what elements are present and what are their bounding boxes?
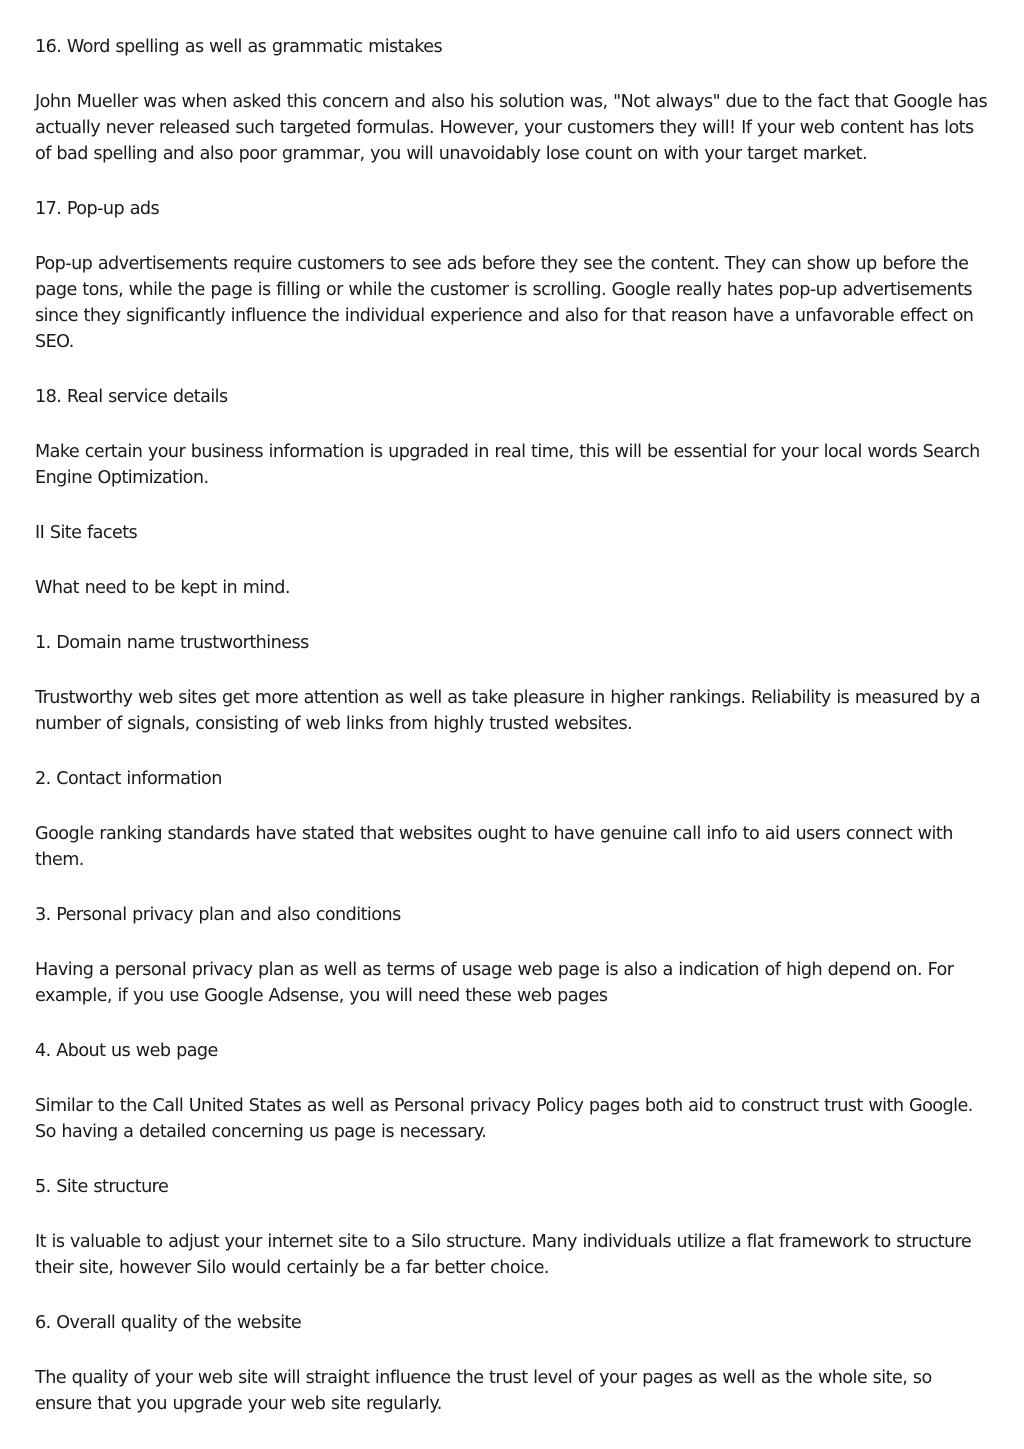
section-intro: What need to be kept in mind. [35, 578, 290, 598]
heading-18-real-service-details: 18. Real service details [35, 387, 228, 407]
heading-3-privacy-plan: 3. Personal privacy plan and also conditions [35, 905, 401, 925]
heading-2-contact-information: 2. Contact information [35, 769, 222, 789]
paragraph-site-structure: It is valuable to adjust your internet site to a Silo structure. Many individuals utilize a flat framework to structure their site, however Silo would certainly be a far better choice. [35, 1232, 972, 1278]
section-heading-site-facets: II Site facets [35, 523, 138, 543]
heading-6-overall-quality: 6. Overall quality of the website [35, 1313, 302, 1333]
paragraph-overall-quality: The quality of your web site will straight influence the trust level of your pages as well as the whole site, so ensure that you upgrade your web site regularly. [35, 1368, 932, 1414]
paragraph-contact-information: Google ranking standards have stated that websites ought to have genuine call info to aid users connect with them. [35, 824, 953, 870]
heading-1-domain-trustworthiness: 1. Domain name trustworthiness [35, 633, 309, 653]
paragraph-real-service-details: Make certain your business information is upgraded in real time, this will be essential for your local words Search Engine Optimization. [35, 442, 980, 488]
paragraph-about-us: Similar to the Call United States as well as Personal privacy Policy pages both aid to construct trust with Google. So having a detailed concerning us page is necessary. [35, 1096, 973, 1142]
paragraph-privacy-plan: Having a personal privacy plan as well as terms of usage web page is also a indication of high depend on. For example, if you use Google Adsense, you will need these web pages [35, 960, 954, 1006]
paragraph-spelling-grammar: John Mueller was when asked this concern and also his solution was, "Not always" due to the fact that Google has actually never released such targeted formulas. However, your customers they will! If your web content has lots of bad spelling and also poor grammar, you will unavoidably lose count on with your target market. [35, 92, 988, 164]
heading-5-site-structure: 5. Site structure [35, 1177, 169, 1197]
paragraph-popup-ads: Pop-up advertisements require customers to see ads before they see the content. They can show up before the page tons, while the page is filling or while the customer is scrolling. Google really hates pop-up advertisements since they significantly influence the individual experience and also for that reason have a unfavorable effect on SEO. [35, 254, 974, 352]
heading-4-about-us: 4. About us web page [35, 1041, 218, 1061]
paragraph-domain-trustworthiness: Trustworthy web sites get more attention as well as take pleasure in higher rankings. Reliability is measured by a number of signals, consisting of web links from highly trusted websites. [35, 688, 981, 734]
heading-16-spelling-grammar: 16. Word spelling as well as grammatic mistakes [35, 37, 443, 57]
heading-17-popup-ads: 17. Pop-up ads [35, 199, 160, 219]
